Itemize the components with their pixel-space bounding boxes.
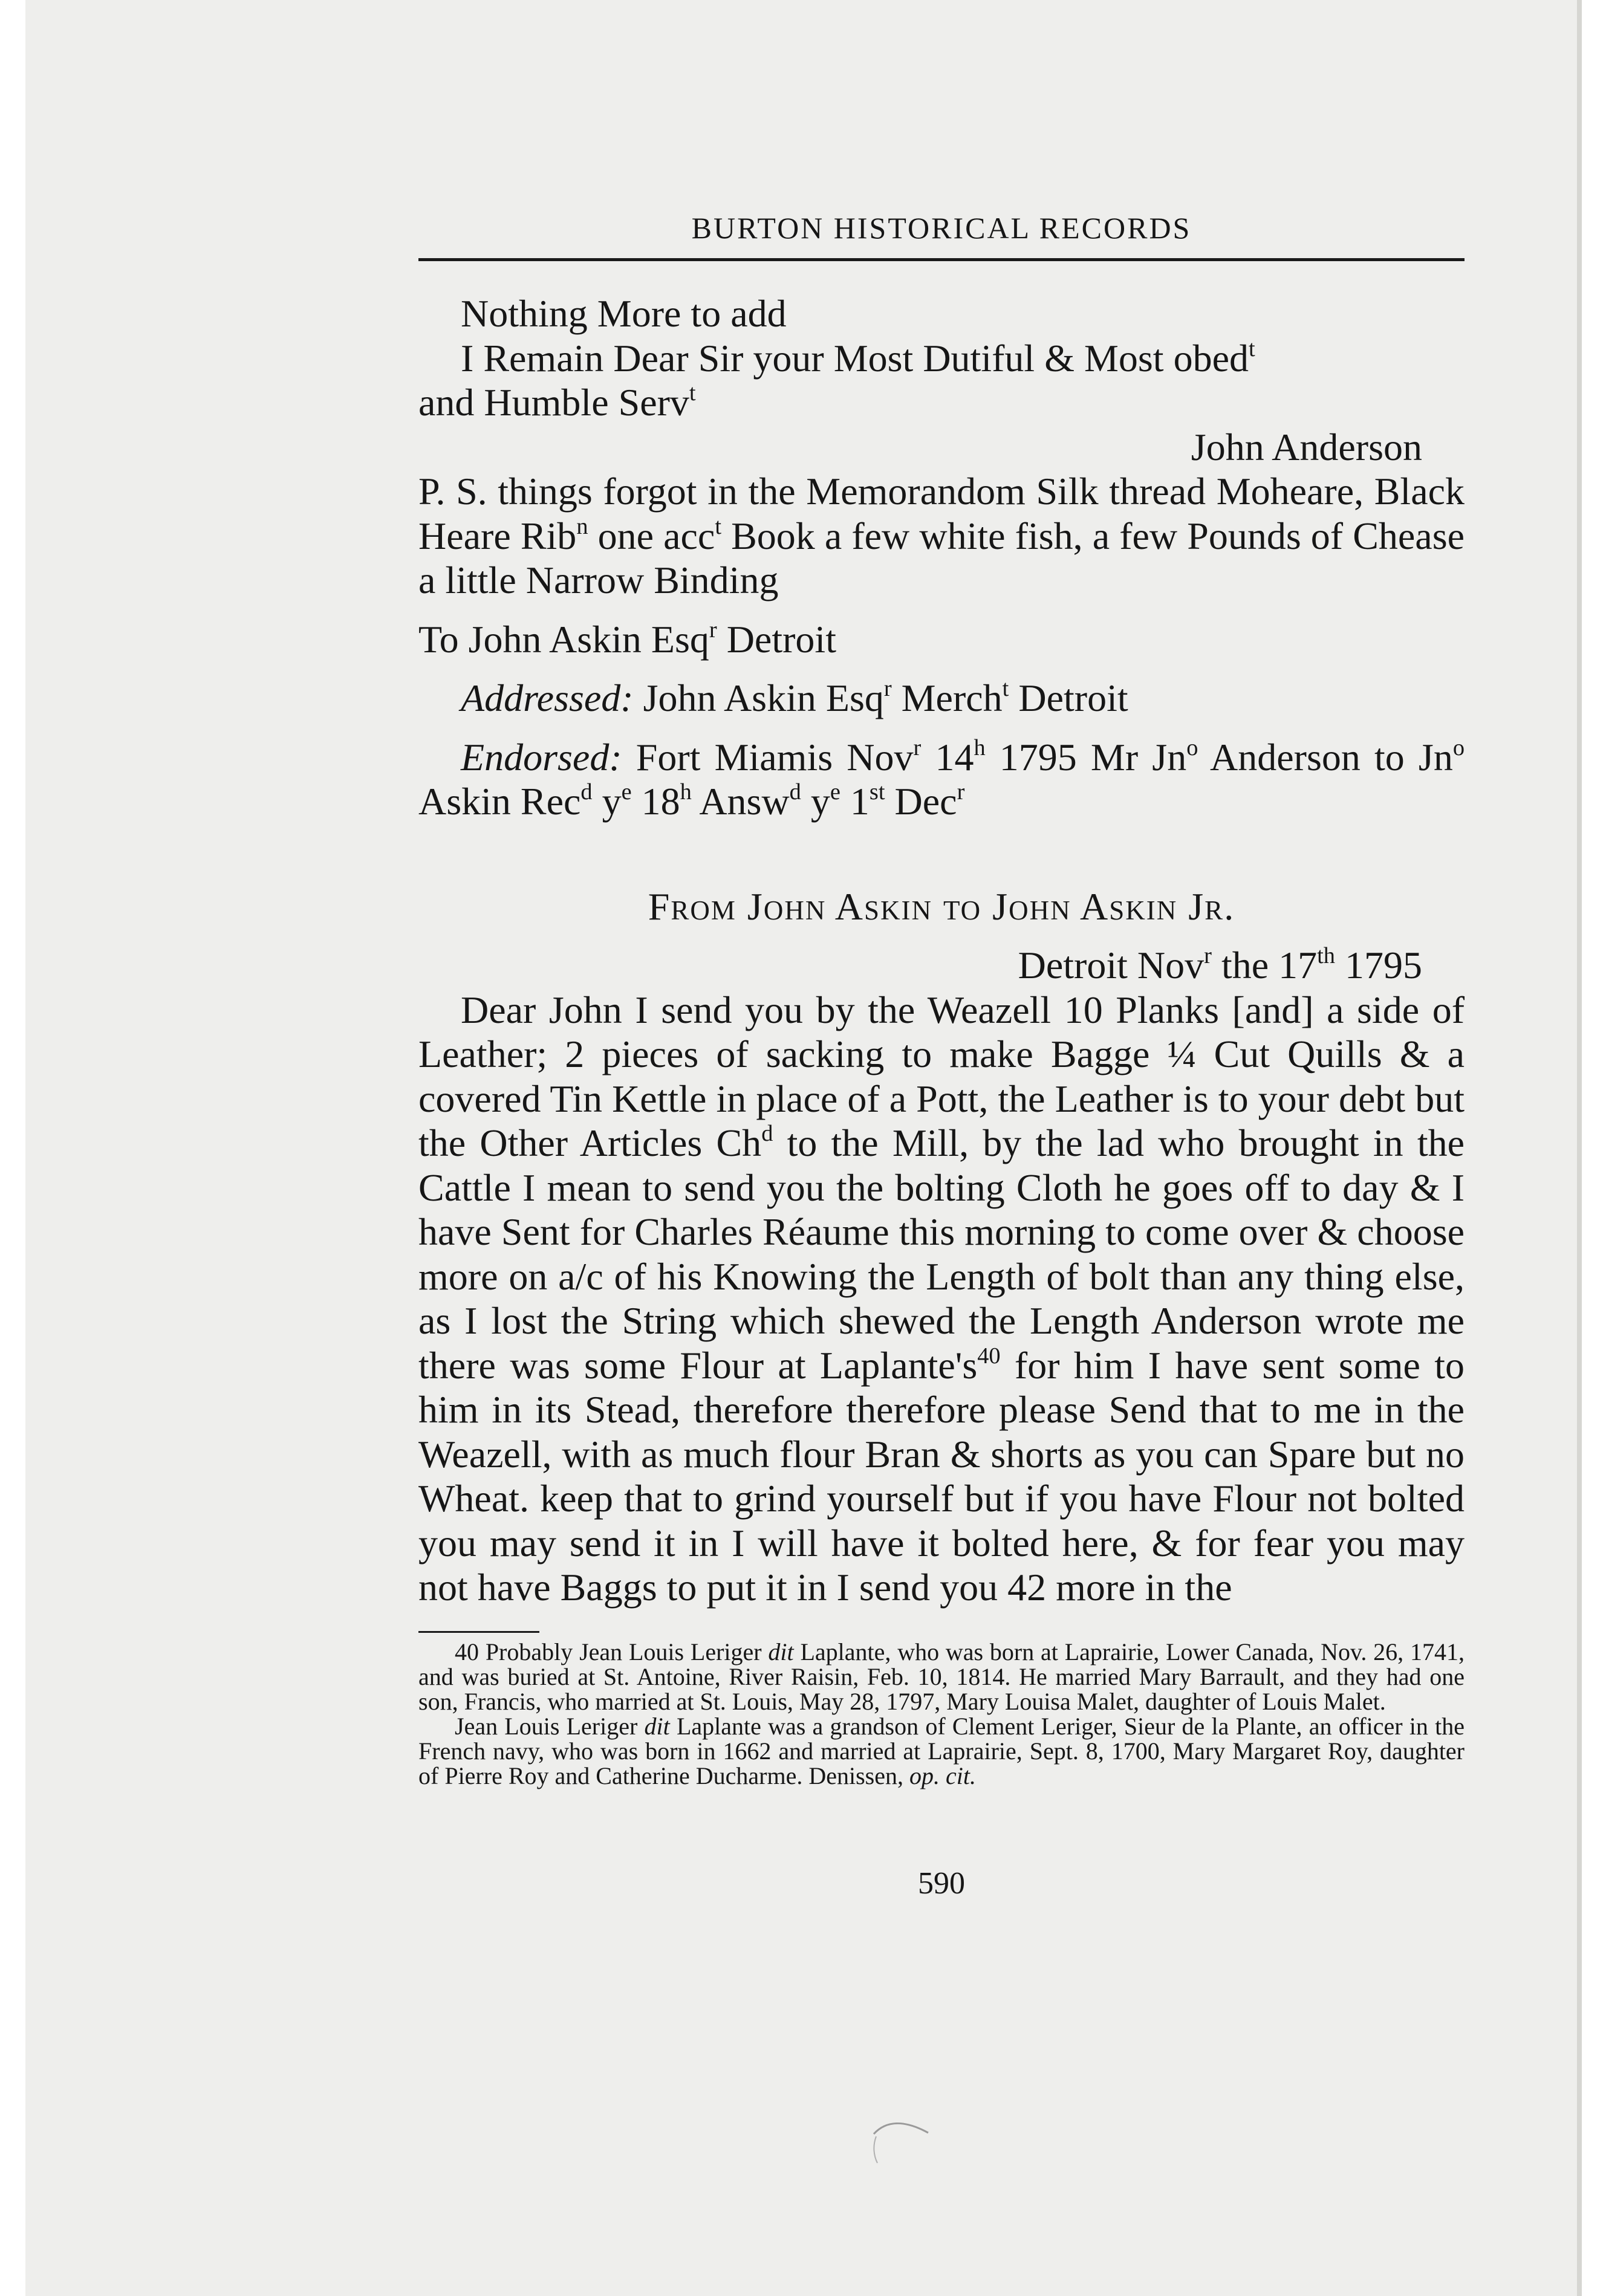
footnote-rule: [418, 1631, 539, 1633]
running-head-rule: [418, 258, 1465, 261]
footnotes: [418, 1639, 1465, 1788]
page-number: 590: [918, 1866, 965, 1901]
letter1-addressed: Addressed: John Askin Esq$^r$ Merch$^t$ Detroit: [461, 676, 1128, 719]
letter1-remain: I Remain Dear Sir your Most Dutiful & Most obed$^t$: [461, 336, 1255, 380]
letter1-endorsed: Endorsed: Fort Miamis Nov$^r$ 14$^h$ 1795 Mr Jn$^o$ Anderson to Jn$^o$ Askin Rec$^d$ $y^e$ 18$^h$ Answ$^d$ $y^e$ 1st Dec$^r$: [418, 735, 1465, 823]
body-text: [418, 291, 1465, 1610]
pencil-mark: [868, 2116, 934, 2164]
letter1-postscript: P. S. things forgot in the Memorandom Silk thread Moheare, Black Heare Rib$^n$ one acc$^t$ Book a few white fish, a few Pounds of Chease a little Narrow Binding: [418, 470, 1465, 602]
paper-edge-shadow: [1577, 0, 1582, 2296]
letter1-signature: John Anderson: [1191, 425, 1422, 469]
letter2-dateline: Detroit Nov$^r$ the 17th 1795: [1018, 943, 1422, 987]
letter1-address-to: To John Askin Esq$^r$ Detroit: [418, 617, 836, 661]
footnote-40-continued: Jean Louis Leriger dit Laplante was a grandson of Clement Leriger, Sieur de la Plante, an officer in the French navy, who was born in 1662 and married at Laprairie, Sept. 8, 1700, Mary Margaret Roy, daughter of Pierre Roy and Catherine Ducharme. Denissen, op. cit.: [418, 1713, 1465, 1789]
letter2-heading: From John Askin to John Askin Jr.: [648, 884, 1235, 928]
running-head: BURTON HISTORICAL RECORDS: [691, 211, 1192, 245]
letter1-closing: Nothing More to add: [461, 292, 787, 335]
letter2-body: Dear John I send you by the Weazell 10 Planks [and] a side of Leather; 2 pieces of sacking to make Bagge ¼ Cut Quills & a covered Tin Kettle in place of a Pott, the Leather is to your debt but the Other Articles Ch$^d$ to the Mill, by the lad who brought in the Cattle I mean to send you the bolting Cloth he goes off to day & I have Sent for Charles Réaume this morning to come over & choose more on a/c of his Knowing the Length of bolt than any thing else, as I lost the String which shewed the Length Anderson wrote me there was some Flour at $Laplante's^{40}$ for him I have sent some to him in its Stead, therefore therefore please Send that to me in the Weazell, with as much flour Bran & shorts as you can Spare but no Wheat. keep that to grind yourself but if you have Flour not bolted you may send it in I will have it bolted here, & for fear you may not have Baggs to put it in I send you 42 more in the: [418, 988, 1465, 1609]
footnote-40: 40 Probably Jean Louis Leriger dit Laplante, who was born at Laprairie, Lower Canada, Nov. 26, 1741, and was buried at St. Antoine, River Raisin, Feb. 10, 1814. He married Mary Barrault, and they had one son, Francis, who married at St. Louis, May 28, 1797, Mary Louisa Malet, daughter of Louis Malet.: [418, 1638, 1465, 1715]
letter1-remain-cont: and Humble Serv$^t$: [418, 380, 696, 424]
